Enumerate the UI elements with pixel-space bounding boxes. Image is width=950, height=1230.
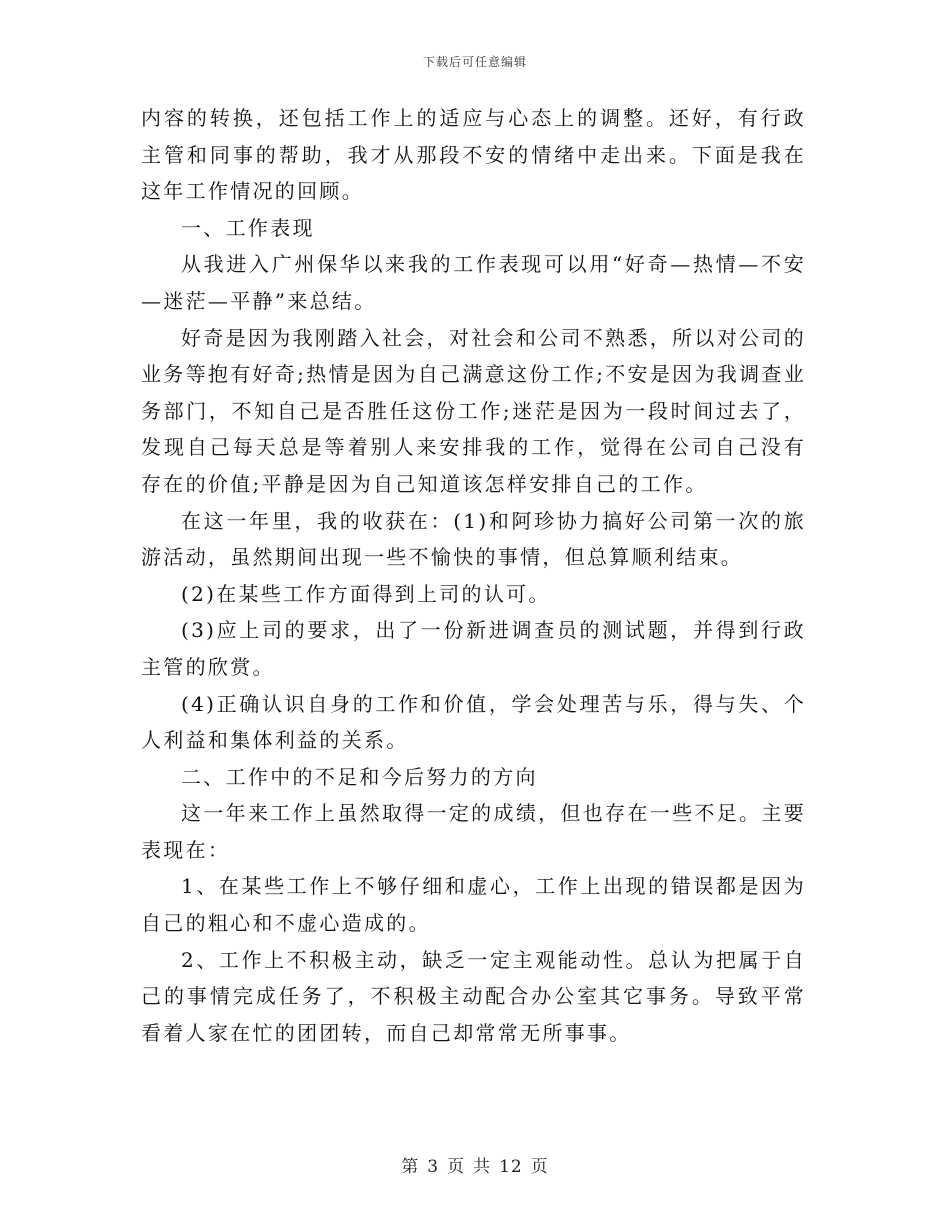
current-page-number: 3 bbox=[427, 1157, 440, 1177]
section-heading-shortcomings: 二、工作中的不足和今后努力的方向 bbox=[181, 764, 538, 789]
list-item: (2)在某些工作方面得到上司的认可。 bbox=[181, 581, 551, 606]
section-heading-work-performance: 一、工作表现 bbox=[181, 215, 315, 240]
list-item: 1、在某些工作上不够仔细和虚心，工作上出现的错误都是因为自己的粗心和不虚心造成的。 bbox=[141, 874, 806, 936]
document-body bbox=[141, 100, 806, 1051]
paragraph: 在这一年里，我的收获在：(1)和阿珍协力搞好公司第一次的旅游活动，虽然期间出现一些不愉快的事情，但总算顺利结束。 bbox=[141, 508, 806, 570]
total-page-count: 12 bbox=[499, 1157, 523, 1177]
footer-total-label: 共 bbox=[473, 1157, 492, 1177]
footer-prefix: 第 bbox=[401, 1157, 420, 1177]
paragraph: 内容的转换，还包括工作上的适应与心态上的调整。还好，有行政主管和同事的帮助，我才从那段不安的情绪中走出来。下面是我在这年工作情况的回顾。 bbox=[141, 106, 806, 204]
page-header: 下载后可任意编辑 bbox=[422, 55, 527, 69]
page-footer bbox=[0, 1152, 950, 1177]
list-item: (3)应上司的要求，出了一份新进调查员的测试题，并得到行政主管的欣赏。 bbox=[141, 618, 806, 679]
paragraph: 从我进入广州保华以来我的工作表现可以用“好奇—热情—不安—迷茫—平静”来总结。 bbox=[141, 252, 806, 313]
footer-page-label: 页 bbox=[447, 1157, 466, 1177]
paragraph: 好奇是因为我刚踏入社会，对社会和公司不熟悉，所以对公司的业务等抱有好奇;热情是因为自己满意这份工作;不安是因为我调查业务部门，不知自己是否胜任这份工作;迷茫是因为一段时间过去了，发现自己每天总是等着别人来安排我的工作，觉得在公司自己没有存在的价值;平静是因为自己知道该怎样安排自己的工作。 bbox=[141, 325, 806, 496]
list-item: 2、工作上不积极主动，缺乏一定主观能动性。总认为把属于自己的事情完成任务了，不积极主动配合办公室其它事务。导致平常看着人家在忙的团团转，而自己却常常无所事事。 bbox=[141, 947, 806, 1045]
list-item: (4)正确认识自身的工作和价值，学会处理苦与乐，得与失、个人利益和集体利益的关系。 bbox=[141, 691, 806, 753]
footer-suffix: 页 bbox=[530, 1157, 549, 1177]
paragraph: 这一年来工作上虽然取得一定的成绩，但也存在一些不足。主要表现在： bbox=[141, 801, 806, 862]
